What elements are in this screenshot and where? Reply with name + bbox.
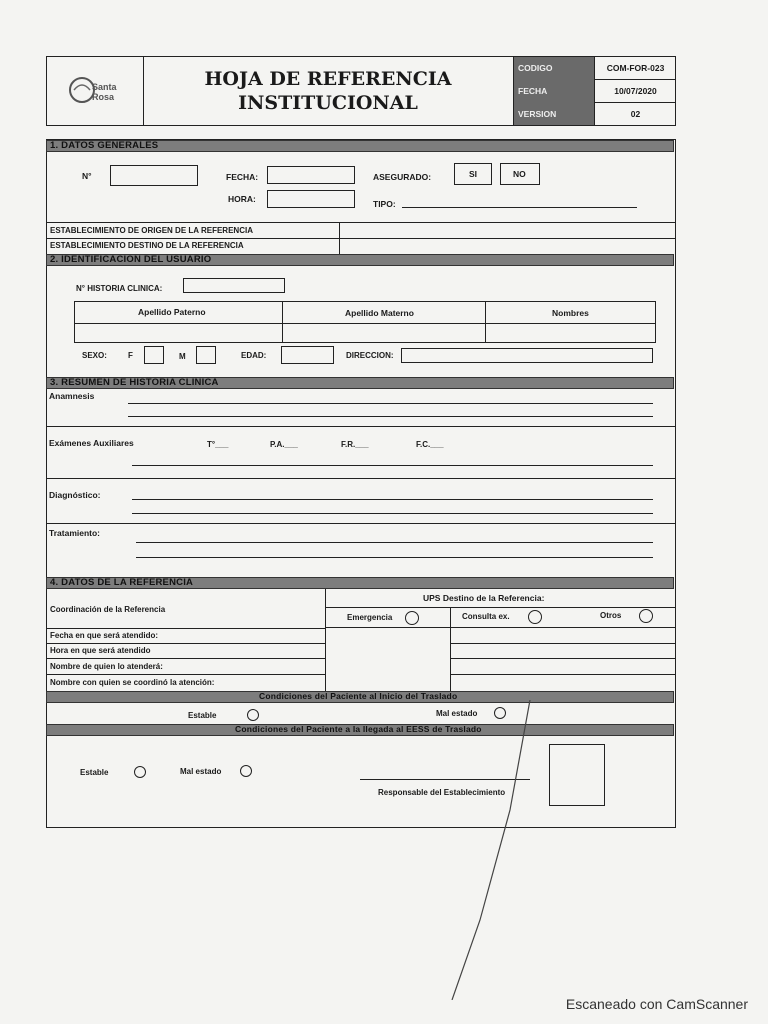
logo-text: Santa Rosa: [92, 82, 117, 102]
doc-title-line2: INSTITUCIONAL: [238, 92, 418, 114]
mal-estado-label-1: Mal estado: [436, 709, 478, 718]
anamnesis-label: Anamnesis: [49, 391, 95, 401]
meta-value-codigo: COM-FOR-023: [606, 63, 665, 73]
estable-label-2: Estable: [80, 768, 109, 777]
anamnesis-line-2[interactable]: [128, 416, 653, 417]
sexo-m-checkbox[interactable]: [196, 346, 216, 364]
sexo-f-label: F: [128, 351, 133, 360]
section3-header: [46, 377, 674, 389]
meta-value-version: 02: [630, 109, 641, 119]
diagnostico-line-2[interactable]: [132, 513, 653, 514]
section2-title: 2. IDENTIFICACION DEL USUARIO: [50, 254, 212, 265]
nombre-atendera-label: Nombre de quien lo atenderá:: [50, 662, 163, 671]
emergencia-label: Emergencia: [347, 613, 393, 622]
col-nombres: Nombres: [552, 308, 589, 318]
examenes-label: Exámenes Auxiliares: [49, 438, 134, 448]
historia-label: N° HISTORIA CLINICA:: [76, 284, 163, 293]
meta-key-version: VERSION: [518, 109, 557, 119]
hora-label: HORA:: [228, 194, 256, 204]
presion-field[interactable]: P.A.___: [270, 440, 298, 449]
tipo-line[interactable]: [402, 207, 637, 208]
frecuencia-resp-field[interactable]: F.R.___: [341, 440, 369, 449]
meta-key-fecha: FECHA: [518, 86, 548, 96]
hora-atencion-label: Hora en que será atendido: [50, 646, 151, 655]
responsable-label: Responsable del Establecimiento: [378, 788, 506, 797]
asegurado-no-box[interactable]: [500, 163, 540, 185]
camscanner-watermark: Escaneado con CamScanner: [565, 996, 748, 1012]
tipo-label: TIPO:: [373, 199, 396, 209]
examenes-line[interactable]: [132, 465, 653, 466]
hora-input[interactable]: [267, 190, 355, 208]
emergencia-radio[interactable]: [405, 611, 419, 625]
estable-radio-2[interactable]: [134, 766, 146, 778]
tratamiento-line-2[interactable]: [136, 557, 653, 558]
section1-title: 1. DATOS GENERALES: [50, 140, 159, 151]
col-apellido-paterno: Apellido Paterno: [138, 307, 206, 317]
section2-header: [46, 254, 674, 266]
sexo-f-checkbox[interactable]: [144, 346, 164, 364]
destino-label: ESTABLECIMIENTO DESTINO DE LA REFERENCIA: [50, 241, 244, 250]
scan-crease: [440, 700, 540, 1000]
cond-llegada-title: Condiciones del Paciente a la llegada al EESS de Traslado: [235, 724, 482, 734]
temperatura-field[interactable]: T°___: [207, 440, 229, 449]
input-apellido-paterno[interactable]: [75, 324, 281, 342]
si-label: SI: [469, 169, 478, 179]
origen-label: ESTABLECIMIENTO DE ORIGEN DE LA REFERENCIA: [50, 226, 253, 235]
mal-estado-label-2: Mal estado: [180, 767, 222, 776]
fecha-label: FECHA:: [226, 172, 259, 182]
doc-title-line1: HOJA DE REFERENCIA: [204, 68, 452, 90]
direccion-label: DIRECCION:: [346, 351, 394, 360]
n-input[interactable]: [110, 165, 198, 186]
ups-label: UPS Destino de la Referencia:: [423, 593, 545, 603]
section4-header: [46, 577, 674, 589]
historia-input[interactable]: [183, 278, 285, 293]
nombre-coordino-label: Nombre con quien se coordinó la atención:: [50, 678, 215, 687]
input-apellido-materno[interactable]: [283, 324, 484, 342]
consulta-radio[interactable]: [528, 610, 542, 624]
edad-label: EDAD:: [241, 351, 267, 360]
estable-radio-1[interactable]: [247, 709, 259, 721]
sexo-label: SEXO:: [82, 351, 107, 360]
meta-key-codigo: CODIGO: [518, 63, 553, 73]
diagnostico-label: Diagnóstico:: [49, 490, 101, 500]
col-apellido-materno: Apellido Materno: [345, 308, 414, 318]
input-nombres[interactable]: [486, 324, 655, 342]
meta-value-fecha: 10/07/2020: [614, 86, 657, 96]
asegurado-si-box[interactable]: [454, 163, 492, 185]
stamp-box[interactable]: [549, 744, 605, 806]
mal-estado-radio-2[interactable]: [240, 765, 252, 777]
section4-title: 4. DATOS DE LA REFERENCIA: [50, 577, 194, 588]
otros-label: Otros: [600, 611, 622, 620]
anamnesis-line-1[interactable]: [128, 403, 653, 404]
diagnostico-line-1[interactable]: [132, 499, 653, 500]
fecha-atencion-label: Fecha en que será atendido:: [50, 631, 159, 640]
section3-title: 3. RESUMEN DE HISTORIA CLINICA: [50, 377, 219, 388]
consulta-label: Consulta ex.: [462, 612, 510, 621]
n-label: N°: [82, 171, 92, 181]
cond-inicio-title: Condiciones del Paciente al Inicio del Traslado: [259, 691, 458, 701]
section1-header: [46, 140, 674, 152]
edad-input[interactable]: [281, 346, 334, 364]
coordinacion-label: Coordinación de la Referencia: [50, 605, 166, 614]
hospital-logo: [62, 66, 134, 116]
no-label: NO: [513, 169, 526, 179]
cond-inicio-header: [46, 691, 674, 703]
estable-label-1: Estable: [188, 711, 217, 720]
tratamiento-label: Tratamiento:: [49, 528, 101, 538]
cond-llegada-header: [46, 724, 674, 736]
asegurado-label: ASEGURADO:: [373, 172, 432, 182]
frecuencia-card-field[interactable]: F.C.___: [416, 440, 444, 449]
direccion-input[interactable]: [401, 348, 653, 363]
fecha-input[interactable]: [267, 166, 355, 184]
tratamiento-line-1[interactable]: [136, 542, 653, 543]
otros-radio[interactable]: [639, 609, 653, 623]
sexo-m-label: M: [179, 352, 186, 361]
